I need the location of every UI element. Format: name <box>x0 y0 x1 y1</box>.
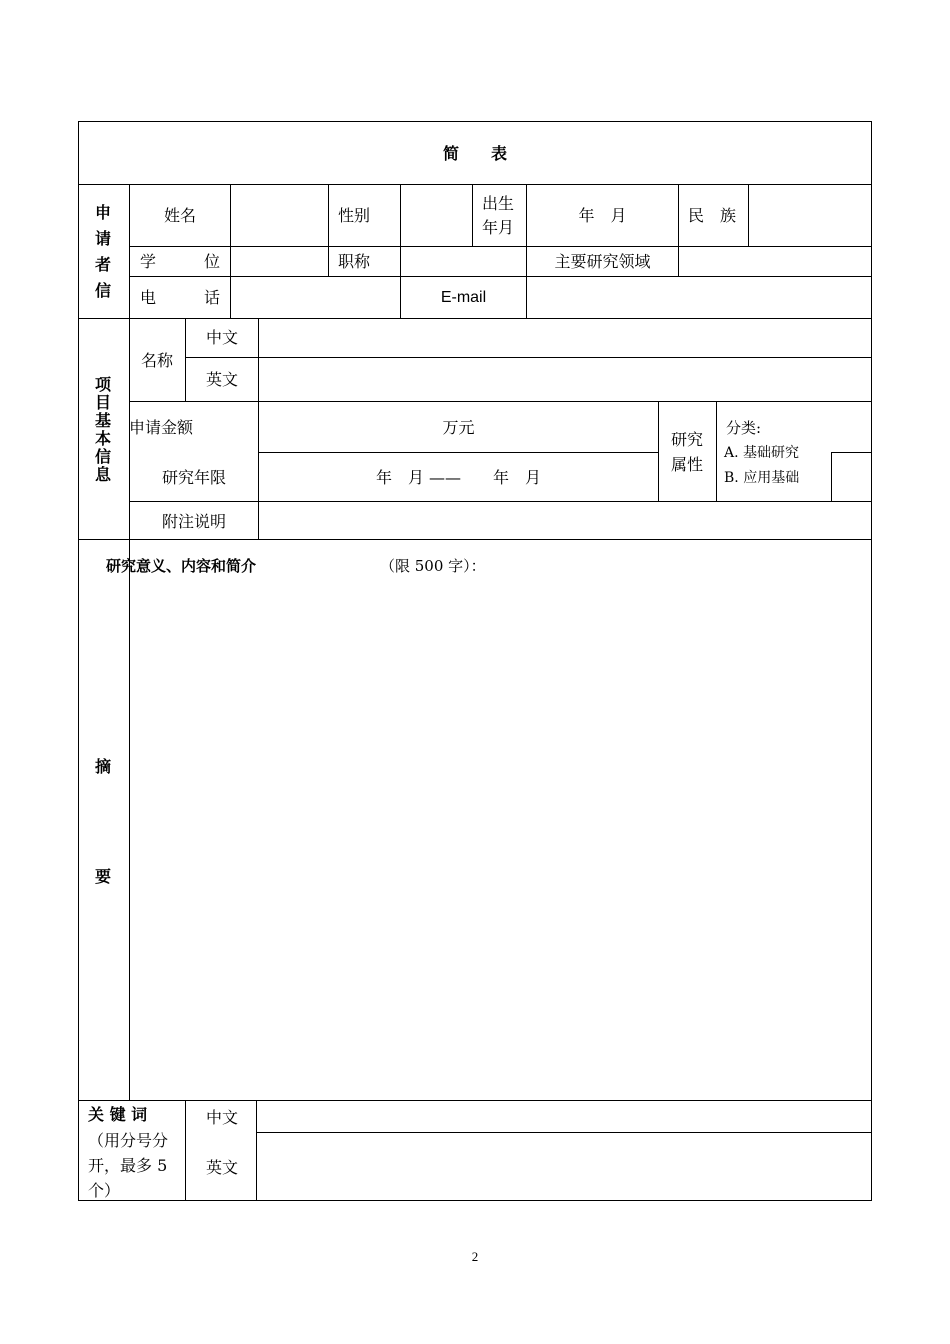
project-name-zh-label: 中文 <box>206 328 239 347</box>
notes-field[interactable] <box>259 502 870 538</box>
project-name-label: 名称 <box>141 351 174 370</box>
phone-field[interactable] <box>231 277 399 317</box>
funding-field[interactable]: 万元 <box>442 418 475 437</box>
form-border-top <box>78 121 872 122</box>
divider <box>658 401 659 501</box>
keywords-note-line1: （用分号分 <box>88 1131 169 1150</box>
job-title-field[interactable] <box>401 247 525 275</box>
keywords-note-line3: 个） <box>88 1181 121 1200</box>
divider <box>258 452 658 453</box>
divider <box>328 184 329 276</box>
form-border-right <box>871 121 872 1201</box>
form-border-bottom <box>78 1200 872 1201</box>
research-field-label: 主要研究领域 <box>554 252 651 271</box>
research-attr-label-line2: 属性 <box>671 455 704 474</box>
category-option-a[interactable]: A. 基础研究 <box>724 445 800 461</box>
abstract-section-label-top: 摘 <box>95 757 112 776</box>
divider <box>129 401 872 402</box>
project-name-en-field[interactable] <box>259 358 870 400</box>
form-border-left <box>78 121 79 1201</box>
divider <box>472 184 473 246</box>
keywords-zh-label: 中文 <box>206 1108 239 1127</box>
category-option-b[interactable]: B. 应用基础 <box>724 470 800 486</box>
email-label: E-mail <box>440 289 487 306</box>
gender-field[interactable] <box>401 185 471 245</box>
category-label: 分类: <box>726 419 762 437</box>
keywords-zh-field[interactable] <box>257 1101 870 1131</box>
abstract-textarea[interactable] <box>130 585 870 1095</box>
birth-date-field[interactable]: 年 月 <box>578 206 627 225</box>
keywords-en-label: 英文 <box>206 1158 239 1177</box>
phone-label: 电 话 <box>140 288 221 307</box>
page-number: 2 <box>471 1249 479 1264</box>
keywords-label: 关 键 词 <box>88 1105 148 1124</box>
birth-label-line1: 出生 <box>482 194 515 213</box>
keywords-en-field[interactable] <box>257 1133 870 1199</box>
research-attr-label-line1: 研究 <box>671 430 704 449</box>
divider <box>78 539 872 540</box>
abstract-heading: 研究意义、内容和简介 <box>106 557 257 575</box>
gender-label: 性别 <box>338 206 371 225</box>
form-title: 简 表 <box>442 144 507 163</box>
project-section-label: 项 目 基 本 信 息 <box>94 375 111 484</box>
divider <box>185 1100 186 1200</box>
divider <box>185 318 186 401</box>
birth-label-line2: 年月 <box>482 218 515 237</box>
keywords-note-line2: 开，最多 5 <box>88 1156 168 1175</box>
project-name-en-label: 英文 <box>206 370 239 389</box>
degree-label: 学 位 <box>140 252 221 271</box>
degree-field[interactable] <box>231 247 327 275</box>
job-title-label: 职称 <box>338 252 371 271</box>
ethnicity-field[interactable] <box>749 185 870 245</box>
abstract-limit: （限 500 字）： <box>380 557 486 575</box>
period-field[interactable]: 年 月 —— 年 月 <box>375 468 542 487</box>
name-label: 姓名 <box>164 206 197 225</box>
project-name-zh-field[interactable] <box>259 319 870 356</box>
period-label: 研究年限 <box>162 468 227 487</box>
name-field[interactable] <box>231 185 327 245</box>
notes-label: 附注说明 <box>162 512 227 531</box>
divider <box>716 401 717 501</box>
research-field-input[interactable] <box>679 247 870 275</box>
email-field[interactable] <box>527 277 870 317</box>
ethnicity-label: 民 族 <box>688 206 737 225</box>
category-choice-box[interactable] <box>832 453 870 500</box>
applicant-section-label: 申 请 者 信 <box>94 203 111 300</box>
funding-label: 申请金额 <box>129 418 194 437</box>
abstract-section-label-bottom: 要 <box>95 867 112 886</box>
